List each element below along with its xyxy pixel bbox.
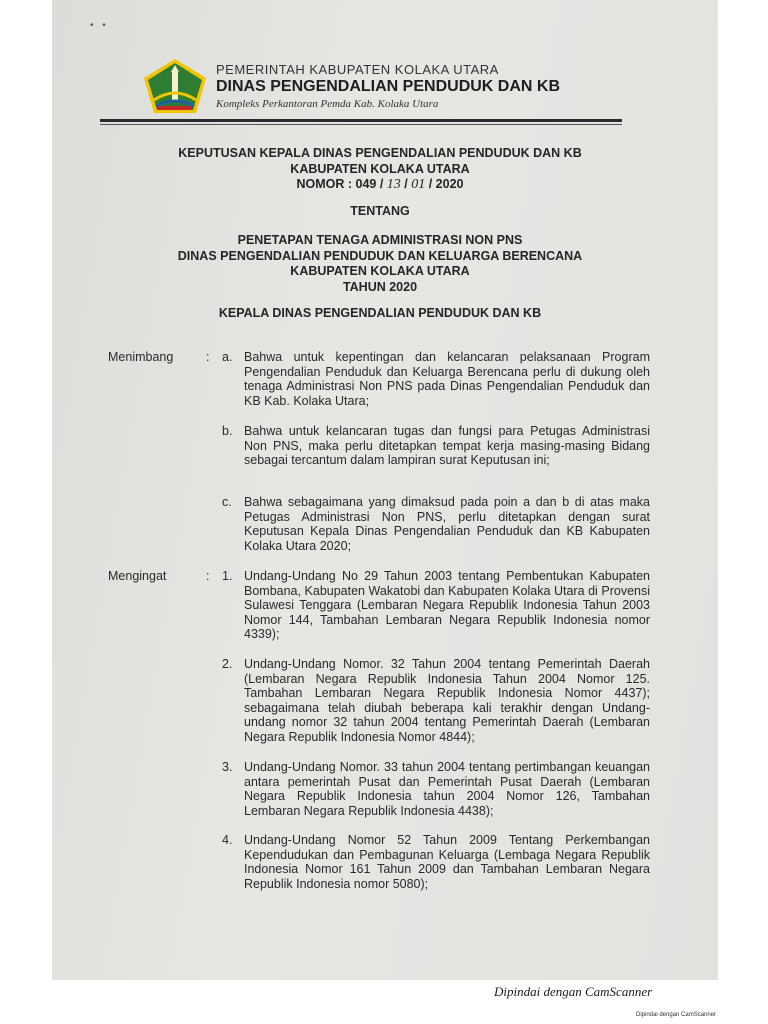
menimbang-item-a: [222, 350, 650, 408]
menimbang-text: Bahwa untuk kepentingan dan kelancaran pelaksanaan Program Pengendalian Penduduk dan Keluarga Berencana perlu di dukung oleh tenaga Administrasi Non PNS pada Dinas Pengendalian Penduduk dan KB Kab. Kolaka Utara;: [244, 350, 650, 408]
menimbang-marker: c.: [222, 495, 232, 509]
decree-number-sep: /: [404, 177, 408, 191]
decree-number-suffix: / 2020: [428, 177, 464, 191]
letterhead-rule-thin: [100, 124, 622, 125]
mengingat-item-1: [222, 569, 650, 642]
letterhead-agency: DINAS PENGENDALIAN PENDUDUK DAN KB: [216, 78, 561, 95]
decree-title-line1: KEPUTUSAN KEPALA DINAS PENGENDALIAN PENDUDUK DAN KB: [178, 146, 582, 160]
menimbang-label: Menimbang: [108, 350, 174, 364]
tentang-heading: TENTANG: [350, 204, 410, 218]
letterhead-government: PEMERINTAH KABUPATEN KOLAKA UTARA: [216, 62, 499, 77]
mengingat-text: Undang-Undang Nomor 52 Tahun 2009 Tentang Perkembangan Kependudukan dan Pembagunan Keluarga (Lembaga Negara Republik Indonesia Nomor 161 Tahun 2009 dan Tambahan Lembaran Negara Republik Indonesia nomor 5080);: [244, 833, 650, 891]
mengingat-label: Mengingat: [108, 569, 167, 583]
mengingat-marker: 2.: [222, 657, 233, 671]
mengingat-marker: 3.: [222, 760, 233, 774]
mengingat-text: Undang-Undang Nomor. 32 Tahun 2004 tentang Pemerintah Daerah (Lembaran Negara Republik Indonesia Tahun 2004 Nomor 125. Tambahan Lembaran Negara Republik Indonesia Nomor 4437); sebagaimana telah diubah beberapa kali terakhir dengan Undang-undang nomor 32 tahun 2004 tentang Pemerintah Daerah (Lembaran Negara Republik Indonesia Nomor 4844);: [244, 657, 650, 744]
scan-speck: • •: [90, 20, 109, 31]
mengingat-marker: 1.: [222, 569, 233, 583]
letterhead-address: Kompleks Perkantoran Pemda Kab. Kolaka Utara: [216, 98, 439, 110]
decree-subject-line2: DINAS PENGENDALIAN PENDUDUK DAN KELUARGA BERENCANA: [177, 248, 583, 263]
decree-subject: [100, 233, 660, 295]
mengingat-item-4: [222, 833, 650, 891]
decree-subject-line3: KABUPATEN KOLAKA UTARA: [290, 264, 470, 278]
authority-heading: KEPALA DINAS PENGENDALIAN PENDUDUK DAN KB: [218, 306, 542, 320]
menimbang-text: Bahwa sebagaimana yang dimaksud pada poin a dan b di atas maka Petugas Administrasi Non PNS, perlu ditetapkan dengan surat Keputusan Kepala Dinas Pengendalian Penduduk dan KB Kabupaten Kolaka Utara 2020;: [244, 495, 650, 553]
kolaka-utara-emblem-icon: [140, 56, 210, 116]
decree-number-prefix: NOMOR : 049 /: [296, 177, 384, 191]
menimbang-text: Bahwa untuk kelancaran tugas dan fungsi para Petugas Administrasi Non PNS, maka perlu ditetapkan tempat kerja masing-masing Bidang sebagai tercantum dalam lampiran surat Keputusan ini;: [244, 424, 650, 468]
mengingat-item-2: [222, 657, 650, 745]
mengingat-text: Undang-Undang Nomor. 33 tahun 2004 tentang pertimbangan keuangan antara pemerintah Pusat dan Pemerintah Pusat Daerah (Lembaran Negara Republik Indonesia tahun 2004 Nomor 126, Tambahan Lembaran Negara Republik Indonesia 4438);: [244, 760, 650, 818]
decree-subject-line1: PENETAPAN TENAGA ADMINISTRASI NON PNS: [237, 233, 523, 247]
decree-subject-line4: TAHUN 2020: [342, 279, 418, 294]
camscanner-footnote: Dipindai dengan CamScanner: [636, 1012, 717, 1018]
letterhead-rule-thick: [100, 119, 622, 122]
menimbang-colon: :: [206, 350, 210, 364]
mengingat-item-3: [222, 760, 650, 818]
menimbang-item-c: [222, 495, 650, 553]
mengingat-text: Undang-Undang No 29 Tahun 2003 tentang Pembentukan Kabupaten Bombana, Kabupaten Wakatobi dan Kabupaten Kolaka Utara di Provensi Sulawesi Tenggara (Lembaran Negara Republik Indonesia Tahun 2003 Nomor 144, Tambahan Lembaran Negara Republik Indonesia nomor 4339);: [244, 569, 650, 642]
menimbang-item-b: [222, 424, 650, 468]
decree-number-handwritten-1: 13: [386, 177, 401, 192]
decree-number: [100, 177, 660, 193]
menimbang-marker: b.: [222, 424, 233, 438]
menimbang-marker: a.: [222, 350, 233, 364]
letterhead: [216, 62, 596, 110]
mengingat-colon: :: [206, 569, 210, 583]
camscanner-watermark: Dipindai dengan CamScanner: [494, 984, 653, 999]
decree-number-handwritten-2: 01: [411, 177, 426, 192]
decree-title-line2: KABUPATEN KOLAKA UTARA: [290, 161, 470, 176]
decree-title: [100, 146, 660, 193]
mengingat-marker: 4.: [222, 833, 233, 847]
